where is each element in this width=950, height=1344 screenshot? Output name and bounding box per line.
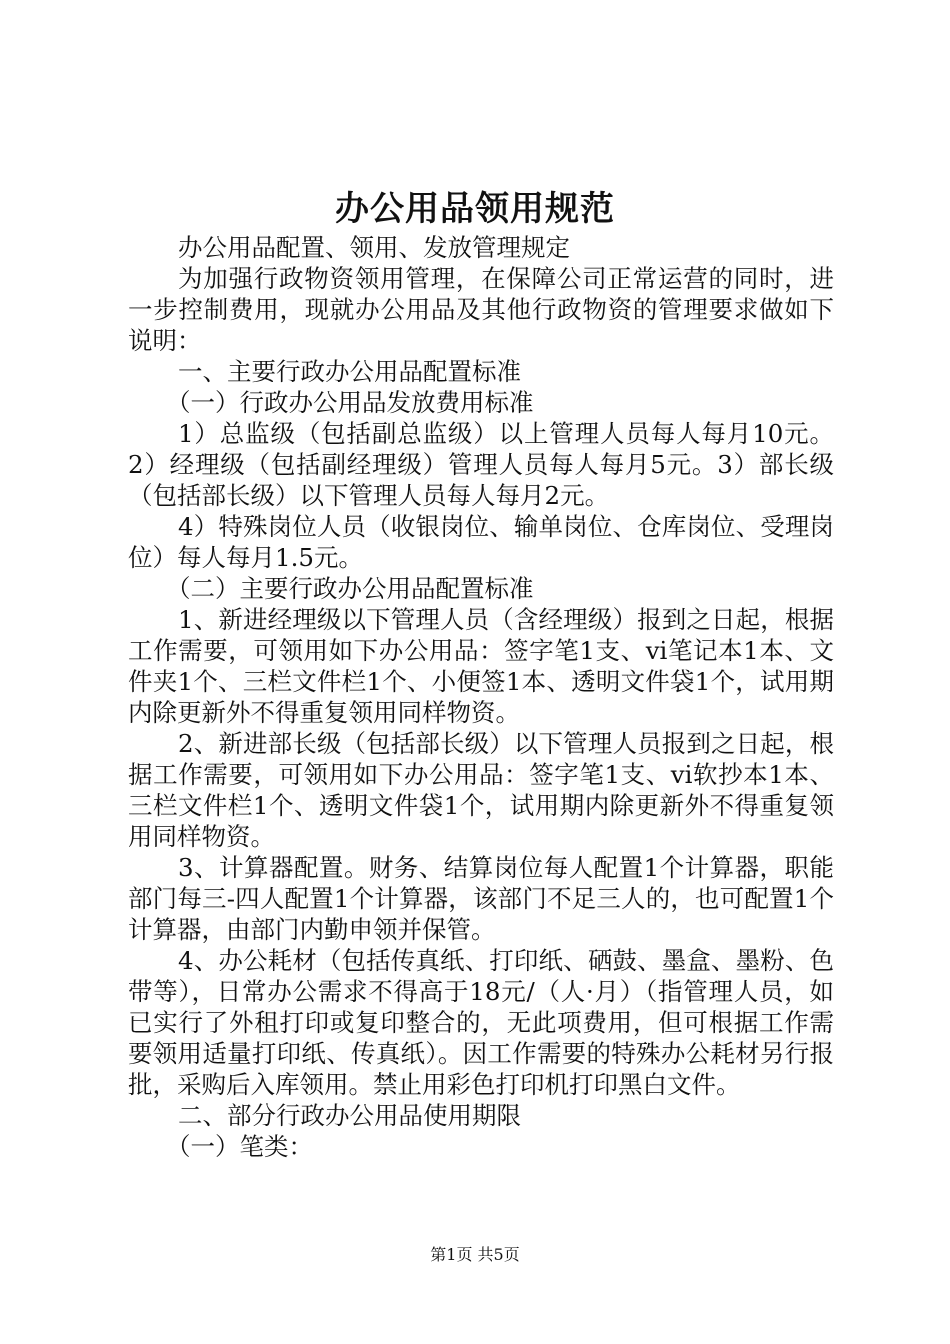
paragraph-item-4: 4、办公耗材（包括传真纸、打印纸、硒鼓、墨盒、墨粉、色带等），日常办公需求不得高于18元/（人·月）（指管理人员，如已实行了外租打印或复印整合的，无此项费用，但可根据工作需要领用适量打印纸、传真纸）。因工作需要的特殊办公耗材另行报批，采购后入库领用。禁止用彩色打印机打印黑白文件。	[128, 946, 834, 1099]
subsection-heading-2-1: （一）笔类：	[166, 1132, 313, 1161]
page-footer: 第1页 共5页	[430, 1245, 520, 1264]
paragraph-fee-levels: 1）总监级（包括副总监级）以上管理人员每人每月10元。2）经理级（包括副经理级）管理人员每人每月5元。3）部长级（包括部长级）以下管理人员每人每月2元。	[128, 419, 834, 510]
paragraph-special-positions: 4）特殊岗位人员（收银岗位、输单岗位、仓库岗位、受理岗位）每人每月1.5元。	[128, 512, 834, 572]
paragraph-item-3: 3、计算器配置。财务、结算岗位每人配置1个计算器，职能部门每三-四人配置1个计算器，该部门不足三人的，也可配置1个计算器，由部门内勤申领并保管。	[128, 853, 834, 944]
paragraph-intro: 为加强行政物资领用管理，在保障公司正常运营的同时，进一步控制费用，现就办公用品及其他行政物资的管理要求做如下说明：	[128, 264, 834, 355]
document-body	[128, 232, 834, 1162]
paragraph-item-1: 1、新进经理级以下管理人员（含经理级）报到之日起，根据工作需要，可领用如下办公用品：签字笔1支、vi笔记本1本、文件夹1个、三栏文件栏1个、小便签1本、透明文件袋1个，试用期内除更新外不得重复领用同样物资。	[128, 605, 834, 727]
document-title: 办公用品领用规范	[335, 189, 615, 229]
paragraph-subtitle: 办公用品配置、领用、发放管理规定	[178, 233, 570, 262]
paragraph-item-2: 2、新进部长级（包括部长级）以下管理人员报到之日起，根据工作需要，可领用如下办公用品：签字笔1支、vi软抄本1本、三栏文件栏1个、透明文件袋1个，试用期内除更新外不得重复领用同样物资。	[128, 729, 834, 851]
subsection-heading-1-2: （二）主要行政办公用品配置标准	[166, 574, 534, 603]
section-heading-2: 二、部分行政办公用品使用期限	[178, 1101, 521, 1130]
section-heading-1: 一、主要行政办公用品配置标准	[178, 357, 521, 386]
subsection-heading-1-1: （一）行政办公用品发放费用标准	[166, 388, 534, 417]
